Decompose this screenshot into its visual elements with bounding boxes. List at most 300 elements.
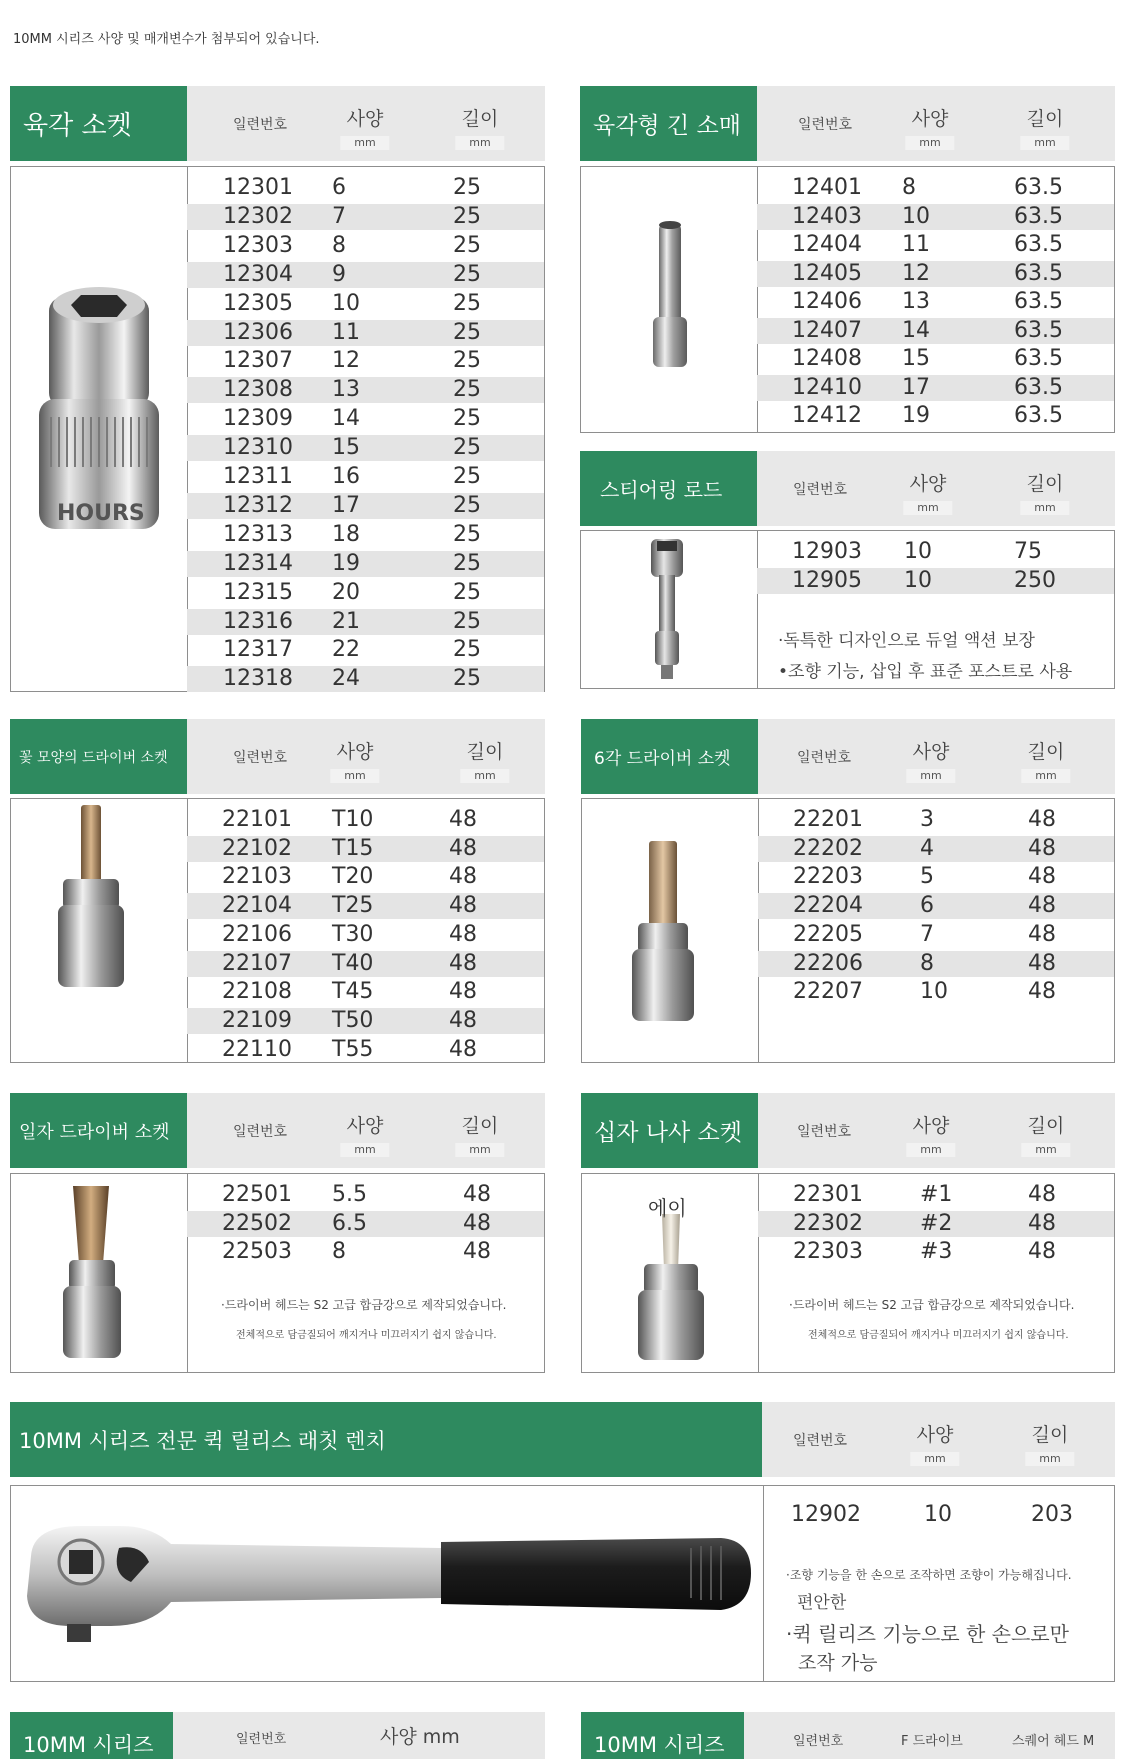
table-row — [187, 204, 544, 230]
serial-cell: 12407 — [792, 317, 862, 343]
length-cell: 63.5 — [1014, 403, 1063, 428]
spec-cell: #2 — [920, 1210, 953, 1236]
spec-cell: 10 — [902, 203, 930, 229]
length-cell: 48 — [449, 1007, 477, 1033]
table-row — [757, 204, 1114, 230]
section-title: 십자 나사 소켓 — [581, 1093, 758, 1168]
spec-cell: 4 — [920, 835, 934, 861]
column-serial: 일련번호 — [792, 482, 848, 498]
spec-cell: 8 — [332, 1239, 346, 1265]
table-row — [757, 568, 1114, 594]
table-header — [10, 86, 545, 161]
table-row — [187, 637, 544, 663]
spec-cell: T25 — [332, 893, 374, 919]
serial-cell: 12408 — [792, 346, 862, 371]
length-cell: 48 — [1028, 835, 1056, 861]
hex-socket-image — [11, 167, 188, 691]
table-row — [758, 864, 1114, 890]
table-row — [187, 175, 544, 201]
table-row — [187, 464, 544, 490]
table-row — [757, 346, 1114, 372]
table-row — [187, 551, 544, 577]
column-serial: 일련번호 — [792, 1433, 848, 1449]
spec-cell: 20 — [332, 579, 360, 605]
column-spec: 사양 — [909, 473, 947, 495]
length-cell: 48 — [449, 807, 477, 832]
serial-cell: 22106 — [222, 921, 292, 947]
spec-cell: T45 — [332, 979, 374, 1005]
table-row — [187, 922, 544, 948]
serial-cell: 22104 — [222, 893, 292, 919]
spec-cell: 7 — [920, 921, 934, 947]
table-row — [187, 1037, 544, 1063]
spec-cell: 13 — [332, 377, 360, 403]
spec-cell: 18 — [332, 521, 360, 547]
table-row — [187, 262, 544, 288]
section-title: 10MM 시리즈 — [10, 1712, 173, 1759]
table-row — [187, 493, 544, 519]
table-row — [187, 666, 544, 692]
spec-cell: #1 — [920, 1182, 953, 1207]
serial-cell: 12314 — [223, 550, 293, 576]
column-length: 길이 — [461, 108, 499, 130]
column-serial: 일련번호 — [232, 117, 288, 133]
column-length: 길이 — [1027, 741, 1065, 763]
spec-cell: T10 — [332, 807, 374, 832]
spec-cell: 10 — [904, 539, 932, 564]
column-unit: mm — [340, 136, 389, 150]
table-row — [187, 979, 544, 1005]
ratchet-note-4: 조작 가능 — [798, 1652, 878, 1674]
serial-cell: 22205 — [793, 921, 863, 947]
length-cell: 48 — [1028, 864, 1056, 890]
table-row — [187, 836, 544, 862]
serial-cell: 12309 — [223, 406, 293, 432]
spec-cell: 10 — [904, 568, 932, 593]
table-row — [187, 406, 544, 432]
spec-cell: 12 — [902, 260, 930, 286]
spec-cell: T50 — [332, 1007, 374, 1033]
column-unit: mm — [903, 501, 952, 515]
column-unit: mm — [455, 136, 504, 150]
slot-note-2: 전체적으로 담금질되어 깨지거나 미끄러지기 쉽지 않습니다. — [236, 1330, 497, 1341]
serial-cell: 12310 — [223, 435, 293, 461]
spec-cell: T30 — [332, 921, 374, 947]
column-spec: 사양 — [346, 108, 384, 130]
slot-driver-panel — [10, 1093, 545, 1373]
table-row — [187, 522, 544, 548]
table-row — [187, 1008, 544, 1034]
column-unit: mm — [1020, 501, 1069, 515]
spec-cell: 15 — [902, 346, 930, 371]
spec-cell: T20 — [332, 864, 374, 890]
table-row — [757, 539, 1114, 565]
column-unit: mm — [1021, 769, 1070, 783]
ratchet-table — [763, 1502, 1114, 1530]
torx-socket-image — [11, 799, 188, 1062]
column-serial: 일련번호 — [793, 1734, 844, 1749]
spec-cell: 15 — [332, 435, 360, 461]
serial-cell: 12313 — [223, 521, 293, 547]
table-row — [757, 175, 1114, 201]
serial-cell: 12302 — [223, 203, 293, 229]
long-hex-image — [581, 167, 758, 432]
serial-cell: 12304 — [223, 261, 293, 287]
steering-note-1: ·독특한 디자인으로 듀얼 액션 보장 — [778, 631, 1035, 651]
spec-cell: T55 — [332, 1036, 374, 1062]
serial-cell: 12301 — [223, 175, 293, 200]
table-row — [758, 922, 1114, 948]
long-hex-panel — [580, 86, 1115, 433]
serial-cell: 12303 — [223, 232, 293, 258]
spec-cell: 3 — [920, 807, 934, 832]
length-cell: 48 — [1028, 921, 1056, 947]
length-cell: 75 — [1014, 539, 1042, 564]
table-row — [187, 1182, 544, 1208]
spec-cell: 6 — [920, 893, 934, 919]
length-cell: 63.5 — [1014, 203, 1063, 229]
hex-socket-panel — [10, 86, 545, 692]
hex-driver-image — [582, 799, 759, 1062]
table-row — [187, 807, 544, 833]
table-row — [187, 377, 544, 403]
slot-note-1: ·드라이버 헤드는 S2 고급 합금강으로 제작되었습니다. — [221, 1298, 507, 1312]
length-cell: 25 — [453, 521, 481, 547]
section-title: 스티어링 로드 — [580, 451, 757, 526]
column-spec: 사양 — [912, 1115, 950, 1137]
spec-cell: 6 — [332, 175, 346, 200]
length-cell: 25 — [453, 348, 481, 374]
table-row — [187, 864, 544, 890]
section-title: 10MM 시리즈 전문 퀵 릴리스 래칫 렌치 — [10, 1402, 762, 1477]
spec-cell: 10 — [920, 979, 948, 1005]
length-cell: 63.5 — [1014, 175, 1063, 200]
extension-bar-icon — [581, 531, 757, 688]
serial-cell: 22207 — [793, 979, 863, 1005]
length-cell: 48 — [1028, 1239, 1056, 1265]
torx-socket-panel — [10, 719, 545, 1063]
spec-cell: 22 — [332, 637, 360, 663]
table-row — [758, 836, 1114, 862]
serial-cell: 12306 — [223, 319, 293, 345]
length-cell: 203 — [1031, 1502, 1073, 1527]
column-length: 길이 — [466, 741, 504, 763]
slot-driver-table — [187, 1182, 544, 1268]
hex-socket-table — [187, 175, 544, 695]
serial-cell: 12317 — [223, 637, 293, 663]
spec-cell: 11 — [332, 319, 360, 345]
length-cell: 48 — [449, 893, 477, 919]
slotted-bit-icon — [11, 1174, 187, 1372]
steering-note-2: •조향 기능, 삽입 후 표준 포스트로 사용 — [778, 662, 1073, 682]
column-serial: 일련번호 — [236, 1732, 287, 1747]
length-cell: 48 — [449, 979, 477, 1005]
length-cell: 48 — [1028, 950, 1056, 976]
column-drive: F 드라이브 — [901, 1734, 963, 1749]
spec-cell: 24 — [332, 666, 360, 692]
column-length: 길이 — [1026, 108, 1064, 130]
length-cell: 48 — [449, 921, 477, 947]
serial-cell: 12903 — [792, 539, 862, 564]
table-row — [757, 403, 1114, 429]
table-row — [187, 609, 544, 635]
length-cell: 63.5 — [1014, 346, 1063, 371]
length-cell: 63.5 — [1014, 374, 1063, 400]
column-unit: mm — [906, 769, 955, 783]
length-cell: 63.5 — [1014, 317, 1063, 343]
column-unit: mm — [910, 1452, 959, 1466]
column-unit: mm — [1020, 136, 1069, 150]
length-cell: 25 — [453, 175, 481, 200]
table-row — [757, 261, 1114, 287]
serial-cell: 12405 — [792, 260, 862, 286]
table-row — [757, 375, 1114, 401]
intro-text: 10MM 시리즈 사양 및 매개변수가 첨부되어 있습니다. — [13, 32, 320, 47]
column-spec: 사양 mm — [380, 1726, 460, 1748]
serial-cell: 22502 — [222, 1210, 292, 1236]
spec-cell: 14 — [902, 317, 930, 343]
spec-cell: 14 — [332, 406, 360, 432]
column-spec: 사양 — [346, 1115, 384, 1137]
column-spec: 사양 — [911, 108, 949, 130]
table-row — [757, 318, 1114, 344]
column-unit: mm — [905, 136, 954, 150]
table-row — [187, 580, 544, 606]
spec-cell: 10 — [332, 290, 360, 316]
serial-cell: 12404 — [792, 232, 862, 257]
image-label: 에이 — [648, 1196, 687, 1220]
socket-icon — [11, 167, 187, 691]
spec-cell: T15 — [332, 835, 374, 861]
spec-cell: 17 — [902, 374, 930, 400]
serial-cell: 22202 — [793, 835, 863, 861]
length-cell: 48 — [1028, 893, 1056, 919]
table-row — [758, 893, 1114, 919]
length-cell: 25 — [453, 550, 481, 576]
length-cell: 48 — [463, 1182, 491, 1207]
column-length: 길이 — [1026, 473, 1064, 495]
serial-cell: 22503 — [222, 1239, 292, 1265]
serial-cell: 12410 — [792, 374, 862, 400]
spec-cell: 16 — [332, 464, 360, 489]
spec-cell: T40 — [332, 950, 374, 976]
hex-driver-panel — [581, 719, 1115, 1063]
spec-cell: 9 — [332, 261, 346, 287]
length-cell: 25 — [453, 637, 481, 663]
length-cell: 250 — [1014, 568, 1056, 593]
length-cell: 48 — [449, 835, 477, 861]
section-title: 10MM 시리즈 — [581, 1712, 744, 1759]
table-row — [758, 1211, 1114, 1237]
phillips-socket-panel — [581, 1093, 1115, 1373]
serial-cell: 12312 — [223, 492, 293, 518]
spec-cell: 8 — [902, 175, 916, 200]
spec-cell: 10 — [924, 1502, 952, 1527]
serial-cell: 22108 — [222, 979, 292, 1005]
section-title: 육각 소켓 — [10, 86, 187, 161]
column-unit: mm — [340, 1143, 389, 1157]
section-title: 육각형 긴 소매 — [580, 86, 757, 161]
table-row — [758, 1239, 1114, 1265]
column-unit: mm — [1021, 1143, 1070, 1157]
serial-cell: 22204 — [793, 893, 863, 919]
length-cell: 48 — [1028, 1210, 1056, 1236]
spec-cell: 5 — [920, 864, 934, 890]
length-cell: 25 — [453, 492, 481, 518]
ratchet-panel — [10, 1402, 1115, 1682]
ratchet-note-2: 편안한 — [797, 1593, 847, 1613]
long-socket-icon — [581, 167, 757, 432]
table-row — [187, 893, 544, 919]
serial-cell: 22303 — [793, 1239, 863, 1265]
serial-cell: 22101 — [222, 807, 292, 832]
serial-cell: 12308 — [223, 377, 293, 403]
serial-cell: 22102 — [222, 835, 292, 861]
section-title: 일자 드라이버 소켓 — [10, 1093, 187, 1168]
serial-cell: 22302 — [793, 1210, 863, 1236]
phillips-note-1: ·드라이버 헤드는 S2 고급 합금강으로 제작되었습니다. — [789, 1298, 1075, 1312]
bottom-left-panel — [10, 1712, 545, 1759]
spec-cell: 11 — [902, 232, 930, 257]
column-unit: mm — [906, 1143, 955, 1157]
spec-cell: 17 — [332, 492, 360, 518]
length-cell: 48 — [449, 864, 477, 890]
spec-cell: 12 — [332, 348, 360, 374]
serial-cell: 22109 — [222, 1007, 292, 1033]
column-serial: 일련번호 — [797, 117, 853, 133]
spec-cell: 19 — [332, 550, 360, 576]
table-row — [758, 951, 1114, 977]
section-title: 6각 드라이버 소켓 — [581, 719, 758, 794]
serial-cell: 12406 — [792, 289, 862, 314]
spec-cell: 7 — [332, 203, 346, 229]
length-cell: 25 — [453, 406, 481, 432]
section-title: 꽃 모양의 드라이버 소켓 — [10, 719, 187, 794]
table-row — [758, 979, 1114, 1005]
table-row — [187, 320, 544, 346]
steering-rod-image — [581, 531, 758, 688]
table-row — [187, 951, 544, 977]
length-cell: 25 — [453, 377, 481, 403]
column-serial: 일련번호 — [796, 1124, 852, 1140]
length-cell: 48 — [449, 1036, 477, 1062]
serial-cell: 22110 — [222, 1036, 292, 1062]
serial-cell: 12316 — [223, 608, 293, 634]
column-spec: 사양 — [912, 741, 950, 763]
serial-cell: 22206 — [793, 950, 863, 976]
length-cell: 48 — [1028, 1182, 1056, 1207]
serial-cell: 12905 — [792, 568, 862, 593]
length-cell: 25 — [453, 319, 481, 345]
table-row — [187, 348, 544, 374]
spec-cell: 8 — [332, 232, 346, 258]
table-row — [757, 289, 1114, 315]
spec-cell: 8 — [920, 950, 934, 976]
length-cell: 63.5 — [1014, 260, 1063, 286]
length-cell: 48 — [1028, 807, 1056, 832]
column-serial: 일련번호 — [796, 750, 852, 766]
table-row — [757, 232, 1114, 258]
length-cell: 25 — [453, 435, 481, 461]
serial-cell: 22201 — [793, 807, 863, 832]
column-serial: 일련번호 — [232, 1124, 288, 1140]
table-row — [187, 435, 544, 461]
hex-driver-table — [758, 807, 1114, 1008]
steering-rod-panel — [580, 451, 1115, 689]
length-cell: 25 — [453, 666, 481, 692]
serial-cell: 22203 — [793, 864, 863, 890]
table-row — [187, 291, 544, 317]
table-row — [187, 1239, 544, 1265]
length-cell: 25 — [453, 261, 481, 287]
table-row — [763, 1502, 1114, 1528]
serial-cell: 12902 — [791, 1502, 861, 1527]
phillips-socket-table — [758, 1182, 1114, 1268]
torx-bit-icon — [11, 799, 187, 1062]
length-cell: 25 — [453, 608, 481, 634]
length-cell: 63.5 — [1014, 289, 1063, 314]
serial-cell: 22501 — [222, 1182, 292, 1207]
length-cell: 48 — [463, 1210, 491, 1236]
column-spec: 사양 — [336, 741, 374, 763]
length-cell: 25 — [453, 290, 481, 316]
table-row — [187, 233, 544, 259]
serial-cell: 12403 — [792, 203, 862, 229]
length-cell: 48 — [1028, 979, 1056, 1005]
column-unit: mm — [455, 1143, 504, 1157]
table-row — [187, 1211, 544, 1237]
serial-cell: 22301 — [793, 1182, 863, 1207]
ratchet-image — [11, 1486, 764, 1681]
serial-cell: 12401 — [792, 175, 862, 200]
spec-cell: 19 — [902, 403, 930, 428]
bottom-right-panel — [581, 1712, 1115, 1759]
length-cell: 25 — [453, 579, 481, 605]
table-row — [758, 1182, 1114, 1208]
serial-cell: 12311 — [223, 464, 293, 489]
ratchet-wrench-icon — [11, 1486, 763, 1681]
serial-cell: 22103 — [222, 864, 292, 890]
length-cell: 63.5 — [1014, 232, 1063, 257]
column-length: 길이 — [1031, 1424, 1069, 1446]
spec-cell: 5.5 — [332, 1182, 367, 1207]
spec-cell: #3 — [920, 1239, 953, 1265]
length-cell: 25 — [453, 232, 481, 258]
phillips-socket-image — [582, 1174, 759, 1372]
steering-rod-table — [757, 539, 1114, 597]
column-spec: 사양 — [916, 1424, 954, 1446]
column-unit: mm — [460, 769, 509, 783]
phillips-note-2: 전체적으로 담금질되어 깨지거나 미끄러지기 쉽지 않습니다. — [808, 1330, 1069, 1341]
serial-cell: 12318 — [223, 666, 293, 692]
hex-bit-icon — [582, 799, 758, 1062]
length-cell: 25 — [453, 203, 481, 229]
length-cell: 48 — [449, 950, 477, 976]
column-unit: mm — [330, 769, 379, 783]
spec-cell: 21 — [332, 608, 360, 634]
column-length: 길이 — [1027, 1115, 1065, 1137]
length-cell: 25 — [453, 464, 481, 489]
slot-driver-image — [11, 1174, 188, 1372]
table-row — [758, 807, 1114, 833]
length-cell: 48 — [463, 1239, 491, 1265]
brand-label: HOURS — [57, 501, 145, 526]
ratchet-note-3: ·퀵 릴리즈 기능으로 한 손으로만 — [786, 1622, 1069, 1646]
serial-cell: 12305 — [223, 290, 293, 316]
spec-cell: 6.5 — [332, 1210, 367, 1236]
serial-cell: 12307 — [223, 348, 293, 374]
column-square: 스퀘어 헤드 M — [1012, 1734, 1095, 1749]
